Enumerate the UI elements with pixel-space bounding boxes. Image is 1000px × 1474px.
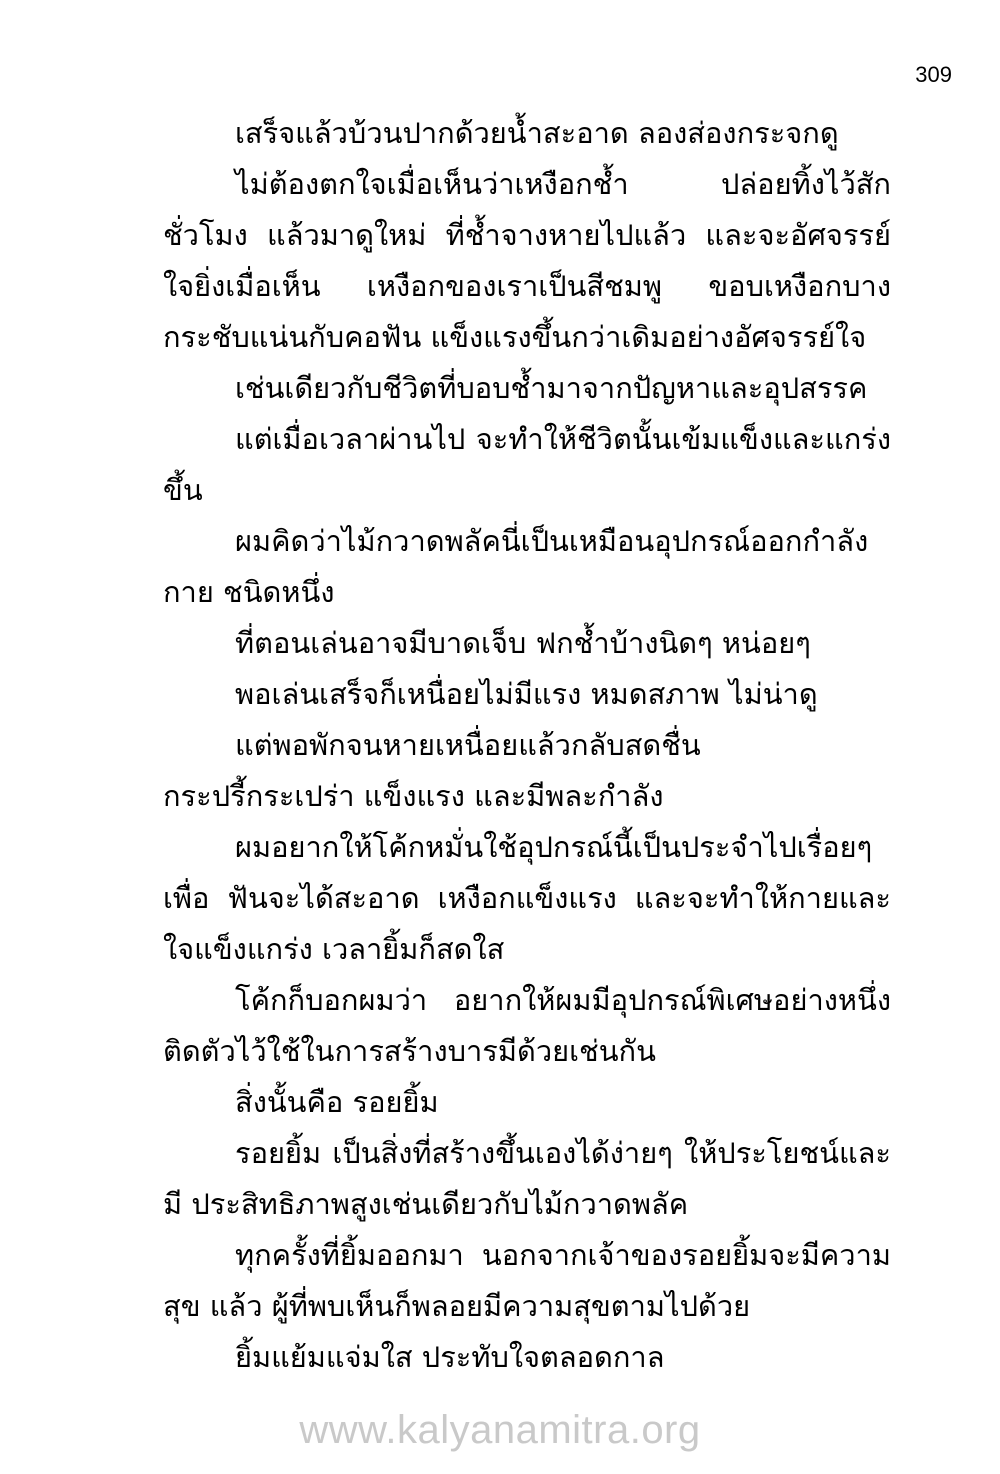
paragraph: สิ่งนั้นคือ รอยยิ้ม xyxy=(235,1085,439,1119)
paragraph: ผมอยากให้โค้กหมั่นใช้อุปกรณ์นี้เป็นประจำไปเรื่อยๆ เพื่อ ฟันจะได้สะอาด เหงือกแข็งแรง และจะทำให้กายและใจแข็งแกร่ง เวลายิ้มก็สดใส xyxy=(163,830,891,966)
paragraph: ทุกครั้งที่ยิ้มออกมา นอกจากเจ้าของรอยยิ้มจะมีความสุข แล้ว ผู้ที่พบเห็นก็พลอยมีความสุขตามไปด้วย xyxy=(163,1238,891,1323)
paragraph: ผมคิดว่าไม้กวาดพลัคนี่เป็นเหมือนอุปกรณ์ออกกำลังกาย ชนิดหนึ่ง xyxy=(163,524,869,609)
paragraph: แต่เมื่อเวลาผ่านไป จะทำให้ชีวิตนั้นเข้มแข็งและแกร่งขึ้น xyxy=(163,422,891,507)
paragraph: ยิ้มแย้มแจ่มใส ประทับใจตลอดกาล xyxy=(235,1340,665,1374)
watermark-url: www.kalyanamitra.org xyxy=(299,1408,701,1452)
page-number: 309 xyxy=(915,62,952,87)
body-text xyxy=(163,108,891,1383)
paragraph: เสร็จแล้วบ้วนปากด้วยน้ำสะอาด ลองส่องกระจกดู xyxy=(235,116,839,150)
paragraph: โค้กก็บอกผมว่า อยากให้ผมมีอุปกรณ์พิเศษอย่างหนึ่ง ติดตัวไว้ใช้ในการสร้างบารมีด้วยเช่นกัน xyxy=(163,983,891,1068)
paragraph: ไม่ต้องตกใจเมื่อเห็นว่าเหงือกช้ำ ปล่อยทิ้งไว้สักชั่วโมง แล้วมาดูใหม่ ที่ช้ำจางหายไปแล้ว และจะอัศจรรย์ใจยิ่งเมื่อเห็น เหงือกของเราเป็นสีชมพู ขอบเหงือกบางกระชับแน่นกับคอฟัน แข็งแรงขึ้นกว่าเดิมอย่างอัศจรรย์ใจ xyxy=(163,167,891,354)
paragraph: ที่ตอนเล่นอาจมีบาดเจ็บ ฟกช้ำบ้างนิดๆ หน่อยๆ xyxy=(235,626,811,660)
paragraph: แต่พอพักจนหายเหนื่อยแล้วกลับสดชื่นกระปรี้กระเปร่า แข็งแรง และมีพละกำลัง xyxy=(163,728,701,813)
paragraph: พอเล่นเสร็จก็เหนื่อยไม่มีแรง หมดสภาพ ไม่น่าดู xyxy=(235,677,818,711)
paragraph: เช่นเดียวกับชีวิตที่บอบช้ำมาจากปัญหาและอุปสรรค xyxy=(235,371,868,405)
paragraph: รอยยิ้ม เป็นสิ่งที่สร้างขึ้นเองได้ง่ายๆ ให้ประโยชน์และมี ประสิทธิภาพสูงเช่นเดียวกับไม้กวาดพลัค xyxy=(163,1136,891,1221)
